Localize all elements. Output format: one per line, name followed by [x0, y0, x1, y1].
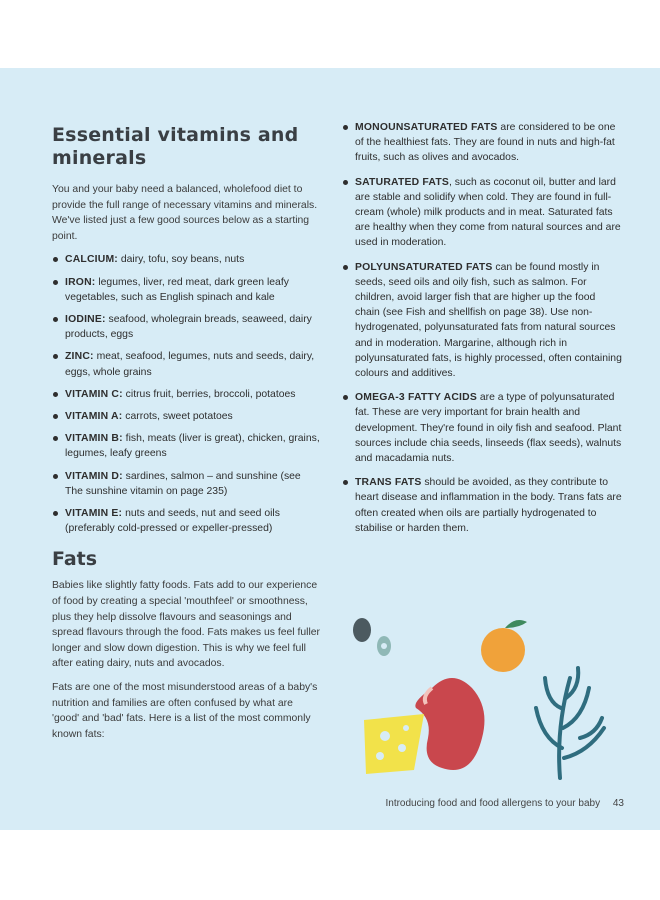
fat-item-key: SATURATED FATS: [355, 176, 449, 188]
fat-item-key: TRANS FATS: [355, 477, 422, 489]
vitamin-item: [52, 349, 320, 379]
vitamin-item-text: legumes, liver, red meat, dark green leafy vegetables, such as English spinach and kale: [65, 276, 289, 303]
fat-item: [342, 175, 622, 251]
fat-item-text: should be avoided, as they contribute to heart disease and inflammation in the body. Trans fats are often created when oils are partially hydrogenated to stabilise or harden them.: [355, 477, 622, 534]
vitamin-item: [52, 469, 320, 499]
bullet-icon: [343, 265, 348, 270]
footer-running-title: Introducing food and food allergens to your baby: [385, 798, 601, 809]
bullet-icon: [343, 180, 348, 185]
right-column: [342, 120, 622, 545]
vitamin-item-text: fish, meats (liver is great), chicken, grains, legumes, leafy greens: [65, 433, 320, 460]
fats-paragraph-2: Fats are one of the most misunderstood areas of a baby's nutrition and families are often confused by what are 'good' and 'bad' fats. Here is a list of the most commonly known fats:: [52, 681, 318, 740]
fats-paragraph-1: Babies like slightly fatty foods. Fats add to our experience of food by creating a special 'mouthfeel' or smoothness, plus they help dissolve flavours and seasonings and spread flavours through the food. Fats makes us feel fuller longer and slow down digestion. This is why we feel full after eating dairy, nuts and avocados.: [52, 580, 320, 670]
vitamin-item-key: IODINE:: [65, 313, 106, 325]
vitamin-item-text: citrus fruit, berries, broccoli, potatoes: [122, 388, 296, 400]
vitamin-item: [52, 275, 320, 305]
vitamin-item-text: sardines, salmon – and sunshine (see The sunshine vitamin on page 235): [65, 470, 301, 497]
vitamin-item-text: carrots, sweet potatoes: [122, 411, 233, 422]
bullet-icon: [53, 280, 58, 285]
bullet-icon: [53, 392, 58, 397]
bullet-icon: [53, 354, 58, 359]
bullet-icon: [53, 257, 58, 262]
page-footer: [366, 798, 624, 809]
fat-item-text: are considered to be one of the healthiest fats. They are found in nuts and high-fat fruits, such as olives and avocados.: [355, 122, 616, 164]
vitamin-item-key: IRON:: [65, 276, 96, 288]
vitamin-item: [52, 387, 320, 402]
vitamin-item: [52, 312, 320, 342]
fat-item-key: POLYUNSATURATED FATS: [355, 261, 493, 273]
vitamin-item: [52, 506, 320, 536]
fat-item: [342, 260, 622, 382]
vitamin-item-text: nuts and seeds, nut and seed oils (preferably cold-pressed or expeller-pressed): [65, 508, 280, 535]
vitamin-item-key: VITAMIN E:: [65, 508, 123, 520]
fat-item-text: can be found mostly in seeds, seed oils and oily fish, such as salmon. For children, avoid larger fish that are higher up the food chain (see Fish and shellfish on page 38). Use non-hydrogenated, polyunsaturated fats from natural sources and in moderation. Margarine, although rich in polyunsaturated fats, is highly processed, often containing colours and additives.: [355, 261, 622, 380]
fats-heading: Fats: [52, 548, 98, 571]
vitamin-item: [52, 409, 320, 424]
bullet-icon: [343, 480, 348, 485]
vitamin-item: [52, 252, 320, 267]
vitamin-item-text: meat, seafood, legumes, nuts and seeds, dairy, eggs, whole grains: [65, 351, 315, 378]
bullet-icon: [343, 395, 348, 400]
fat-item: [342, 475, 622, 536]
bullet-icon: [53, 474, 58, 479]
vitamin-item-key: VITAMIN A:: [65, 411, 123, 422]
fat-item-text: are a type of polyunsaturated fat. These are very important for brain health and development. They're found in oily fish and seafood. Plant sources include chia seeds, linseeds (flax seeds), walnuts and macadamia nuts.: [355, 392, 622, 465]
fat-item-text: , such as coconut oil, butter and lard are stable and solidify when cold. They are found in full-cream (whole) milk products and in meat. Saturated fats are healthy when they come from natural sources and are used in moderation.: [355, 176, 621, 249]
bullet-icon: [53, 511, 58, 516]
fat-item: [342, 120, 622, 166]
vitamin-item-text: seafood, wholegrain breads, seaweed, dairy products, eggs: [65, 313, 312, 341]
fat-item-key: MONOUNSATURATED FATS: [355, 122, 498, 133]
orange-icon: [481, 628, 525, 672]
fat-item-key: OMEGA-3 FATTY ACIDS: [355, 392, 477, 404]
seaweed-icon: [536, 668, 604, 778]
food-illustration: [340, 608, 630, 788]
bullet-icon: [53, 317, 58, 322]
vitamins-intro: You and your baby need a balanced, wholefood diet to provide the full range of necessary vitamins and minerals. We've listed just a few good sources below as a starting point.: [52, 184, 318, 242]
bullet-icon: [53, 436, 58, 441]
book-page: [0, 68, 660, 830]
vitamins-heading: Essential vitamins and minerals: [52, 124, 299, 169]
vitamin-item-key: ZINC:: [65, 351, 94, 363]
leaf-icon: [505, 620, 527, 628]
bullet-icon: [53, 414, 58, 419]
fats-list: [342, 120, 622, 536]
cheese-icon: [364, 714, 424, 774]
vitamin-item-key: VITAMIN B:: [65, 433, 123, 445]
vitamin-item-text: dairy, tofu, soy beans, nuts: [117, 254, 245, 266]
olive-dark-icon: [353, 618, 371, 642]
bullet-icon: [343, 125, 348, 130]
page-number: 43: [612, 798, 624, 809]
vitamin-item-key: VITAMIN D:: [65, 470, 123, 482]
fat-item: [342, 390, 622, 466]
left-column: [52, 124, 320, 750]
vitamin-item-key: VITAMIN C:: [65, 388, 123, 400]
vitamin-item: [52, 431, 320, 461]
vitamins-list: [52, 252, 320, 536]
vitamin-item-key: CALCIUM:: [65, 254, 118, 266]
